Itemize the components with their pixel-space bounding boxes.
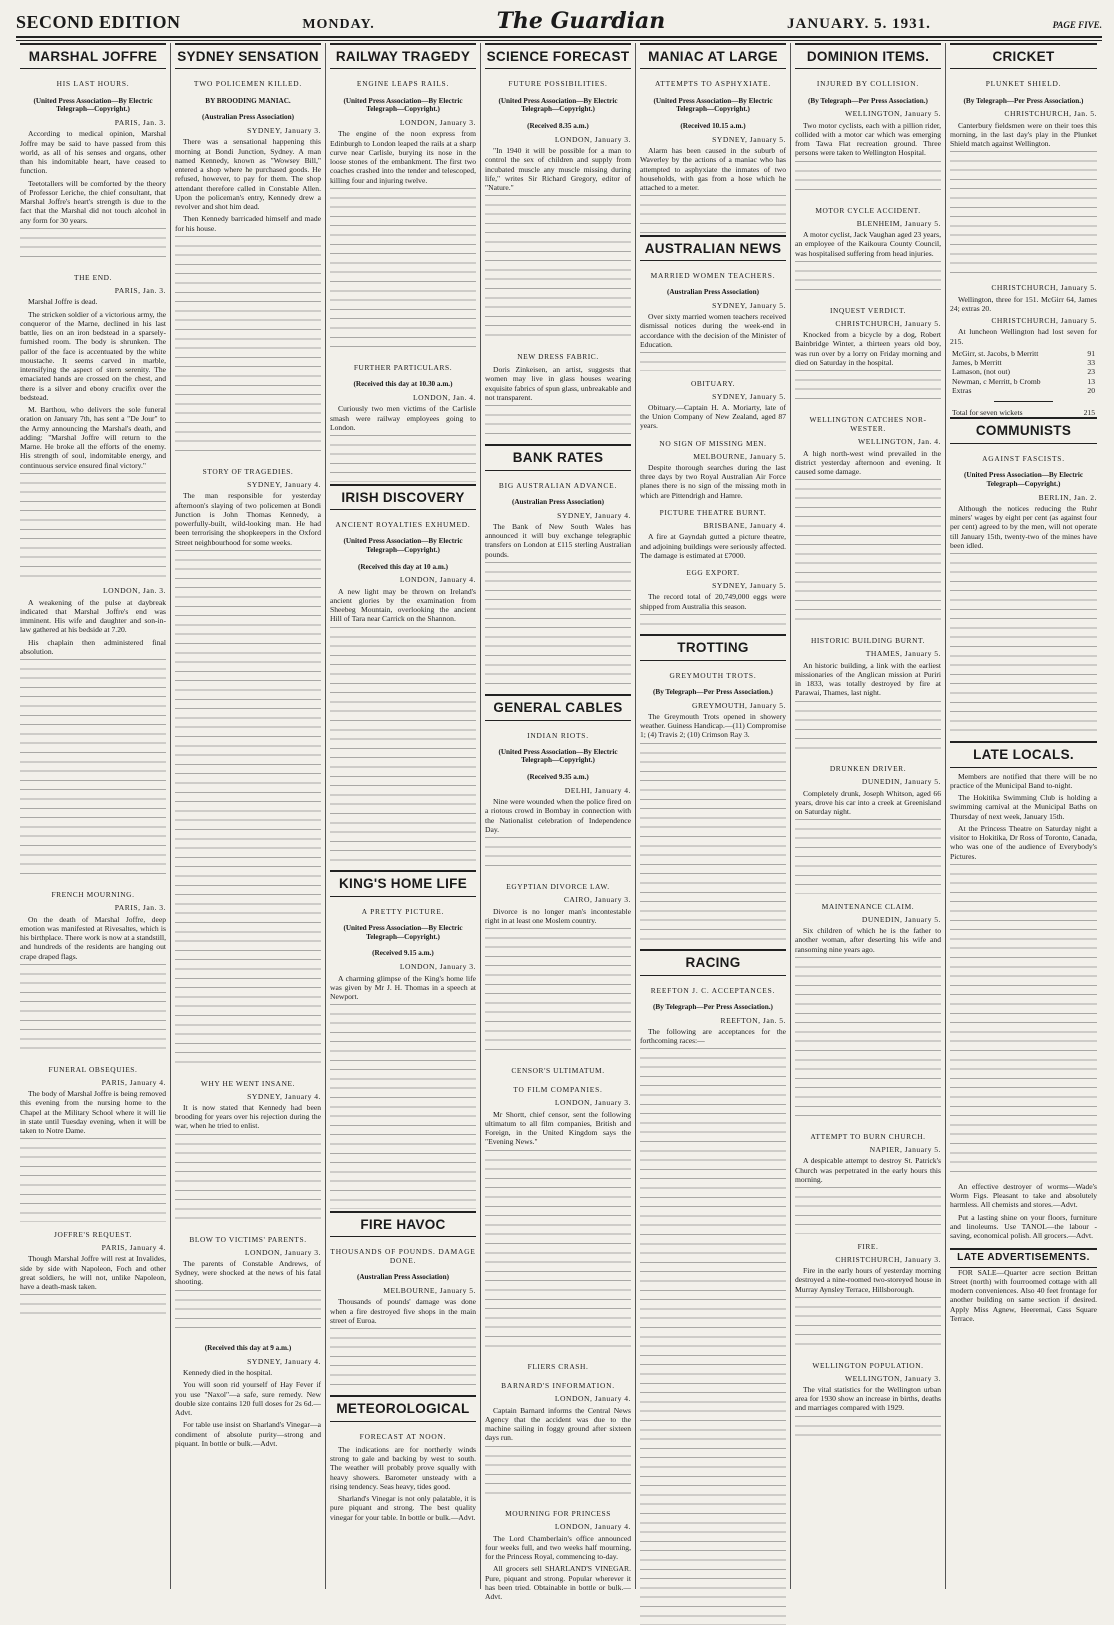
article-paragraph: The stricken soldier of a victorious army, the conqueror of the Marne, declined in his last battle, lies on an iron bedstead in a sparsely-furnished room. The body is shrunken. The pallor of the face is accentuated by the white moustache. It seems carved in marble, intensifying the aspect of stern serenity. The emaciated hands are crossed on the chest, and there is a silver and ebony crucifix over the bedstead. — [20, 309, 166, 402]
article-paragraph: The engine of the noon express from Edinburgh to London leaped the rails at a sharp curve near Carlisle, burying its nose in the loose stones of the embankment. The first two coaches crashed into the tender and telescoped, killing four and injuring twelve. — [330, 129, 476, 185]
article-body-text-lines — [795, 161, 941, 198]
dateline: LONDON, January 3. — [244, 1247, 321, 1257]
article-paragraph: Then Kennedy barricaded himself and made for his house. — [175, 214, 321, 233]
article-body-text-lines — [485, 1150, 631, 1355]
article-paragraph: It is now stated that Kennedy had been brooding for years over his rejection during the war, when he tried to enlist. — [175, 1102, 321, 1131]
article-paragraph: Mr Shortt, chief censor, sent the following ultimatum to all film companies, British and Foreign, in the United Kingdom says the "Evening News." — [485, 1109, 631, 1147]
article-body-text-lines — [20, 964, 166, 1057]
news-credit: (By Telegraph—Per Press Association.) — [653, 1002, 773, 1011]
article-headline: TROTTING — [640, 634, 786, 660]
article-paragraph: Marshal Joffre is dead. — [28, 297, 98, 307]
article-body-text-lines — [175, 1290, 321, 1337]
article-headline: LATE LOCALS. — [950, 741, 1097, 767]
section-subhead: MOURNING FOR PRINCESS — [505, 1509, 611, 1519]
dateline: CHRISTCHURCH, Jan. 5. — [1004, 109, 1097, 119]
dateline: SYDNEY, January 5. — [712, 300, 786, 310]
article-paragraph: Wellington, three for 151. McGirr 64, James 24; extras 20. — [950, 294, 1097, 313]
news-credit: (United Press Association—By Electric Telegraph—Copyright.) — [343, 96, 463, 114]
news-source: (Received 9.35 a.m.) — [527, 773, 589, 782]
article-paragraph: Canterbury fieldsmen were on their toes this morning, in the last day's play in the Plunket Shield match against Wellington. — [950, 120, 1097, 149]
section-subhead: JOFFRE'S REQUEST. — [54, 1230, 132, 1240]
news-source: (Received this day at 9 a.m.) — [204, 1344, 292, 1353]
batsman-name: Lamason, (not out) — [952, 367, 1010, 377]
article-body-text-lines — [795, 261, 941, 298]
dateline: CAIRO, January 3. — [563, 895, 631, 905]
dateline: SYDNEY, January 3. — [247, 126, 321, 136]
article-subhead: PLUNKET SHIELD. — [985, 79, 1062, 89]
dateline: DUNEDIN, January 5. — [861, 777, 941, 787]
article-paragraph: A high north-west wind prevailed in the district yesterday afternoon and evening. It caused some damage. — [795, 448, 941, 477]
article-paragraph: Kennedy died in the hospital. — [183, 1368, 273, 1378]
dateline: PARIS, January 4. — [101, 1243, 166, 1253]
score-row — [950, 386, 1097, 395]
article-paragraph: Fire in the early hours of yesterday morning destroyed a nine-roomed two-storeyed house in Murray Aynsley Terrace, Hillsborough. — [795, 1266, 941, 1294]
article-headline: CRICKET — [950, 43, 1097, 69]
news-credit: BY BROODING MANIAC. — [205, 96, 291, 105]
section-subhead: THE END. — [73, 273, 113, 282]
news-credit: (United Press Association—By Electric Telegraph—Copyright.) — [343, 537, 463, 554]
score-row — [950, 367, 1097, 376]
article-body-text-lines — [795, 819, 941, 893]
article-headline: METEOROLOGICAL — [330, 1395, 476, 1421]
section-subhead: BLOW TO VICTIMS' PARENTS. — [189, 1234, 307, 1244]
article-paragraph: The man responsible for yesterday afternoon's slaying of two policemen at Bondi Junction is John Thomas Kennedy, a powerfully-built, wild-looking man. He had been terrorising the shopkeepers in the Oxford Street neighbourhood for some weeks. — [175, 491, 321, 547]
article-subhead: ANCIENT ROYALTIES EXHUMED. — [335, 519, 471, 529]
article-paragraph: The following are acceptances for the forthcoming races:— — [640, 1026, 786, 1046]
article-body-text-lines — [795, 1187, 941, 1234]
columns — [16, 43, 1102, 1602]
column-6 — [791, 43, 946, 1589]
article-subhead: TWO POLICEMEN KILLED. — [193, 79, 303, 89]
news-source: (Received 10.15 a.m.) — [680, 122, 746, 131]
dateline: SYDNEY, January 4. — [247, 480, 321, 490]
article-paragraph: A weakening of the pulse at daybreak indicated that Marshal Joffre's end was imminent. His wife and daughter and son-in-law gathered at his bedside at 7.20. — [20, 597, 166, 635]
article-body-text-lines — [330, 627, 476, 869]
article-body-text-lines — [795, 1416, 941, 1444]
dateline: DUNEDIN, January 5. — [861, 914, 941, 924]
section-subhead: HISTORIC BUILDING BURNT. — [810, 636, 926, 646]
article-paragraph: M. Barthou, who delivers the sole funeral oration on January 7th, has sent a "De Jour" to the Army announcing the Marshal's death, and adding: "Marshal Joffre will return to the Marne. He broke all the efforts of the enemy. His strength of soul, indomitable energy, and continuous service ensured final victory." — [20, 405, 166, 470]
section-subhead: WELLINGTON POPULATION. — [812, 1360, 924, 1370]
article-paragraph: A new light may be thrown on Ireland's ancient glories by the examination from Sheebeg Mountain, overlooking the ancient Hill of Tara near Carrick on the Shannon. — [330, 586, 476, 624]
article-paragraph: The Greymouth Trots opened in showery weather. Guiness Handicap.—(11) Compromise 1; (4) Travis 2; (10) Crimson Ray 3. — [640, 711, 786, 740]
article-paragraph: Nine were wounded when the police fired on a riotous crowd in Bombay in connection with the Nationalist celebration of Independence Day. — [485, 797, 631, 834]
newspaper-title: The Guardian — [496, 8, 666, 34]
dateline: GREYMOUTH, January 5. — [691, 700, 786, 710]
article-paragraph: The vital statistics for the Wellington urban area for 1930 show an increase in births, deaths and marriages compared with 1929. — [795, 1384, 941, 1413]
dateline: LONDON, Jan. 3. — [103, 586, 166, 596]
article-headline: FIRE HAVOC — [330, 1211, 476, 1237]
article-headline: DOMINION ITEMS. — [795, 43, 941, 69]
article-paragraph: On the death of Marshal Joffre, deep emotion was manifested at Rivesaltes, which is his birthplace. There work is now at a standstill, and hundreds of the residents are hanging out crape draped flags. — [20, 914, 166, 961]
article-paragraph: Curiously two men victims of the Carlisle smash were railway employees going to London. — [330, 404, 476, 432]
article-paragraph: Members are notified that there will be no practice of the Municipal Band to-night. — [950, 771, 1097, 790]
dateline: CHRISTCHURCH, January 5. — [991, 316, 1097, 326]
dateline: PARIS, Jan. 3. — [114, 903, 166, 913]
article-subhead: AGAINST FASCISTS. — [982, 453, 1065, 463]
total-label: Total for seven wickets — [952, 408, 1023, 418]
dateline: BRISBANE, January 4. — [703, 521, 786, 530]
article-body-text-lines — [485, 1446, 631, 1502]
score-row — [950, 377, 1097, 386]
section-subhead: DRUNKEN DRIVER. — [829, 764, 907, 774]
news-source: (Received 9.15 a.m.) — [372, 949, 434, 958]
dateline: PARIS, Jan. 3. — [114, 286, 166, 296]
article-headline: SCIENCE FORECAST — [485, 43, 631, 69]
article-headline: MARSHAL JOFFRE — [20, 43, 166, 69]
article-headline: RACING — [640, 949, 786, 975]
dateline: PARIS, Jan. 3. — [114, 118, 166, 128]
dateline: WELLINGTON, January 5. — [844, 109, 941, 119]
section-subhead: FRENCH MOURNING. — [51, 890, 135, 900]
article-body-text-lines — [485, 195, 631, 344]
article-paragraph: Completely drunk, Joseph Whitson, aged 66 years, drove his car into a creek at Greenisland on Saturday night. — [795, 788, 941, 817]
section-subhead: NEW DRESS FABRIC. — [517, 352, 599, 362]
article-paragraph: Doris Zinkeisen, an artist, suggests that women may live in glass houses wearing exquisite fabrics of spun glass, unbreakable and not transparent. — [485, 365, 631, 402]
column-7 — [946, 43, 1101, 1589]
article-subhead: INJURED BY COLLISION. — [816, 79, 920, 89]
dateline: BERLIN, Jan. 2. — [1038, 492, 1097, 502]
dateline: LONDON, January 3. — [399, 962, 476, 972]
section-subhead: WELLINGTON CATCHES NOR-WESTER. — [809, 415, 927, 434]
column-3 — [326, 43, 481, 1589]
news-source: (Received this day at 10.30 a.m.) — [353, 380, 453, 389]
article-paragraph: Knocked from a bicycle by a dog, Robert Bainbridge Winter, a thirteen years old boy, was run over by a lorry on Friday morning and died on Saturday in the hospital. — [795, 330, 941, 367]
article-body-text-lines — [330, 1004, 476, 1209]
batsman-runs: 23 — [1087, 367, 1095, 377]
score-row — [950, 358, 1097, 367]
article-subhead: FUTURE POSSIBILITIES. — [508, 79, 608, 89]
score-total — [950, 408, 1097, 417]
article-paragraph: Alarm has been caused in the suburb of Waverley by the actions of a maniac who has attempted to asphyxiate the inmates of two households, with gas from a hose which he attached to a meter. — [640, 146, 786, 193]
dateline: CHRISTCHURCH, January 3. — [835, 1254, 941, 1264]
article-subhead: INDIAN RIOTS. — [527, 730, 589, 740]
batsman-name: Newman, c Merritt, b Cromb — [952, 376, 1041, 386]
day-label: MONDAY. — [302, 17, 375, 32]
article-paragraph: The Lord Chamberlain's office announced four weeks full, and two weeks half mourning, for the Princess Royal, commencing to-day. — [485, 1533, 631, 1562]
article-paragraph: Teetotallers will be comforted by the theory of Professor Leriche, the chief consultant, that Marshal Joffre's heart's strength is due to the fact that the Marshal did not touch alcohol in any form for 30 years. — [20, 178, 166, 225]
article-body-text-lines — [640, 743, 786, 948]
section-subhead: MOTOR CYCLE ACCIDENT. — [815, 205, 921, 215]
dateline: LONDON, January 4. — [554, 1394, 631, 1404]
article-paragraph: A motor cyclist, Jack Vaughan aged 23 years, an employee of the Kaikoura County Council, was hospitalised suffering from head injuries. — [795, 230, 941, 258]
article-paragraph: Over sixty married women teachers received dismissal notices during the week-end in accordance with the decision of the Minister of Education. — [640, 312, 786, 349]
section-subhead: MAINTENANCE CLAIM. — [821, 901, 915, 911]
section-subhead: FUNERAL OBSEQUIES. — [48, 1064, 138, 1074]
article-body-text-lines — [950, 151, 1097, 281]
dateline: SYDNEY, January 4. — [247, 1356, 321, 1366]
article-body-text-lines — [640, 1048, 786, 1625]
article-paragraph: His chaplain then administered final absolution. — [20, 637, 166, 656]
article-paragraph: Sharland's Vinegar is not only palatable, it is pure piquant and strong. The best quality vinegar for your table. In bottle or bulk.—Advt. — [330, 1494, 476, 1522]
article-body-text-lines — [485, 928, 631, 1058]
article-paragraph: Put a lasting shine on your floors, furniture and linoleums. Use TANOL—the labour - saving, economical polish. All grocers.—Advt. — [950, 1212, 1097, 1241]
news-credit: (By Telegraph—Per Press Association.) — [808, 96, 928, 105]
dateline: THAMES, January 5. — [865, 649, 941, 659]
dateline: BLENHEIM, January 5. — [856, 218, 941, 228]
masthead-rule — [16, 36, 1102, 38]
news-credit: (United Press Association—By Electric Telegraph—Copyright.) — [343, 923, 463, 941]
total-runs: 215 — [1083, 408, 1095, 418]
article-headline: MANIAC AT LARGE — [640, 43, 786, 69]
dateline: REEFTON, Jan. 5. — [720, 1015, 786, 1025]
dateline: PARIS, January 4. — [101, 1077, 166, 1087]
section-subhead: NO SIGN OF MISSING MEN. — [659, 438, 767, 448]
article-paragraph: Two motor cyclists, each with a pillion rider, collided with a motor car which was emerging from Tawa Flat recreation ground. Three persons were taken to Wellington Hospital. — [795, 120, 941, 158]
article-subhead: TO FILM COMPANIES. — [513, 1085, 603, 1095]
column-1 — [16, 43, 171, 1589]
article-body-text-lines — [795, 701, 941, 757]
article-body-text-lines — [640, 352, 786, 371]
article-subhead: A PRETTY PICTURE. — [361, 906, 445, 916]
dateline: SYDNEY, January 4. — [557, 510, 631, 520]
article-paragraph: An historic building, a link with the earliest missionaries of the Anglican mission at Puriri in 1833, was totally destroyed by fire at Parawai, Thames, last night. — [795, 660, 941, 698]
article-body-text-lines — [20, 228, 166, 265]
article-paragraph: Obituary.—Captain H. A. Moriarty, late of the Union Company of New Zealand, aged 87 years. — [640, 402, 786, 431]
news-source: (Australian Press Association) — [201, 113, 295, 122]
article-paragraph: For table use insist on Sharland's Vinegar—a condiment of absolute purity—strong and piquant. In bottle or bulk.—Advt. — [175, 1420, 321, 1448]
page-number: PAGE FIVE. — [1052, 20, 1102, 30]
dateline: SYDNEY, January 5. — [712, 391, 786, 401]
article-body-text-lines — [175, 236, 321, 459]
section-subhead: WHY HE WENT INSANE. — [200, 1078, 296, 1088]
news-source: (Australian Press Association) — [666, 288, 760, 297]
article-subhead: FORECAST AT NOON. — [359, 1431, 447, 1441]
batsman-name: Extras — [952, 385, 972, 395]
dateline: SYDNEY, January 5. — [712, 581, 786, 591]
article-paragraph: The Hokitika Swimming Club is holding a swimming carnival at the Municipal Baths on Thursday of next week, January 15th. — [950, 793, 1097, 821]
article-paragraph: All grocers sell SHARLAND'S VINEGAR. Pure, piquant and strong. Popular wherever it has been tried. Obtainable in bottle or bulk.—Advt. — [485, 1564, 631, 1602]
article-paragraph: A charming glimpse of the King's home life was given by Mr J. H. Thomas in a speech at Newport. — [330, 973, 476, 1001]
article-body-text-lines — [640, 614, 786, 633]
dateline: SYDNEY, January 5. — [712, 134, 786, 144]
article-paragraph: There was a sensational happening this morning at Bondi Junction, Sydney. A man named Kennedy, known as "Wowsey Bill," entered a shop where he purchased goods. He refused, however, to pay for them. The shop attendant therefore called in Constable Allen. Upon the policeman's entry, Kennedy drew a revolver and shot him dead. — [175, 137, 321, 212]
article-headline: SYDNEY SENSATION — [175, 43, 321, 69]
article-paragraph: The parents of Constable Andrews, of Sydney, were shocked at the news of his fatal shooting. — [175, 1258, 321, 1287]
article-body-text-lines — [175, 550, 321, 1071]
column-5 — [636, 43, 791, 1589]
article-paragraph: The body of Marshal Joffre is being removed this evening from the nursing home to the Chapel at the Military School where it will lie in state until Tuesday evening, when it will be taken to Notre Dame. — [20, 1089, 166, 1136]
score-row — [950, 349, 1097, 358]
article-headline: IRISH DISCOVERY — [330, 484, 476, 510]
news-source: (Australian Press Association) — [511, 497, 605, 506]
section-subhead: EGYPTIAN DIVORCE LAW. — [506, 882, 610, 892]
article-subhead: REEFTON J. C. ACCEPTANCES. — [650, 985, 776, 995]
dateline: NAPIER, January 5. — [869, 1145, 941, 1155]
dateline: LONDON, January 3. — [399, 118, 476, 128]
article-body-text-lines — [795, 1297, 941, 1353]
batsman-name: McGirr, st. Jacobs, b Merritt — [952, 348, 1039, 358]
article-body-text-lines — [20, 1138, 166, 1222]
batsman-runs: 33 — [1087, 358, 1095, 368]
news-credit: (United Press Association—By Electric Telegraph—Copyright.) — [963, 470, 1084, 488]
article-headline: GENERAL CABLES — [485, 694, 631, 720]
section-subhead: FURTHER PARTICULARS. — [353, 363, 453, 373]
dateline: LONDON, January 3. — [554, 1098, 631, 1108]
article-paragraph: The Bank of New South Wales has announced it will buy exchange telegraphic transfers on London at £115 sterling Australian pounds. — [485, 521, 631, 559]
article-body-text-lines — [330, 188, 476, 355]
section-subhead: ATTEMPT TO BURN CHURCH. — [810, 1132, 926, 1142]
article-paragraph: A fire at Gayndah gutted a picture theatre, and adjoining buildings were seriously affected. The damage is estimated at £7000. — [640, 532, 786, 560]
section-subhead: EGG EXPORT. — [686, 568, 740, 577]
article-body-text-lines — [330, 1328, 476, 1393]
section-subhead: CENSOR'S ULTIMATUM. — [511, 1066, 605, 1076]
article-body-text-lines — [640, 195, 786, 232]
batsman-runs: 91 — [1087, 348, 1095, 358]
news-credit: (By Telegraph—Per Press Association.) — [653, 687, 773, 696]
article-subhead: BIG AUSTRALIAN ADVANCE. — [498, 480, 618, 490]
news-credit: (United Press Association—By Electric Telegraph—Copyright.) — [33, 96, 153, 114]
dateline: CHRISTCHURCH, January 5. — [835, 318, 941, 328]
article-headline: AUSTRALIAN NEWS — [640, 235, 786, 261]
article-headline: KING'S HOME LIFE — [330, 870, 476, 896]
article-headline: RAILWAY TRAGEDY — [330, 43, 476, 69]
news-credit: (By Telegraph—Per Press Association.) — [963, 96, 1084, 105]
news-credit: (United Press Association—By Electric Telegraph—Copyright.) — [498, 747, 618, 765]
dateline: WELLINGTON, Jan. 4. — [858, 437, 941, 447]
article-headline: BANK RATES — [485, 444, 631, 470]
column-2 — [171, 43, 326, 1589]
dateline: LONDON, January 3. — [554, 134, 631, 144]
article-body-text-lines — [485, 405, 631, 442]
section-subhead: FLIERS CRASH. — [527, 1362, 589, 1372]
news-credit: (United Press Association—By Electric Telegraph—Copyright.) — [498, 96, 618, 114]
news-source: (Received this day at 10 a.m.) — [357, 562, 449, 571]
news-source: (Australian Press Association) — [356, 1273, 450, 1282]
date-label: JANUARY. 5. 1931. — [786, 16, 931, 32]
dateline: CHRISTCHURCH, January 5. — [991, 283, 1097, 293]
masthead — [16, 8, 1102, 32]
article-paragraph: The record total of 20,749,000 eggs were shipped from Australia this season. — [640, 592, 786, 611]
article-paragraph: Despite thorough searches during the last three days by two Royal Australian Air Force planes there is no sign of the missing moth in which are Pittendrigh and Hamre. — [640, 462, 786, 500]
section-subhead: STORY OF TRAGEDIES. — [202, 467, 294, 476]
article-subhead: HIS LAST HOURS. — [56, 79, 130, 89]
article-body-text-lines — [485, 837, 631, 874]
article-paragraph: Captain Barnard informs the Central News Agency that the accident was due to the machine sailing in foggy ground after sixteen days run. — [485, 1405, 631, 1443]
article-body-text-lines — [20, 473, 166, 585]
section-subhead: OBITUARY. — [690, 378, 736, 388]
section-subhead: INQUEST VERDICT. — [829, 305, 907, 315]
dateline: DELHI, January 4. — [564, 785, 631, 795]
dateline: WELLINGTON, January 3. — [844, 1373, 941, 1383]
batsman-runs: 20 — [1087, 385, 1095, 395]
article-paragraph: FOR SALE—Quarter acre section Brittan Street (north) with fourroomed cottage with all modern conveniences. Also 40 feet frontage for another building on same section if desired. Apply Miss Agnew, Heeremai, Cass Square Terrace. — [950, 1267, 1097, 1323]
article-subhead: MARRIED WOMEN TEACHERS. — [650, 271, 776, 280]
dateline: MELBOURNE, January 5. — [383, 1286, 476, 1296]
article-subhead: BARNARD'S INFORMATION. — [501, 1381, 615, 1391]
article-body-text-lines — [20, 659, 166, 882]
edition-label: SECOND EDITION — [16, 12, 181, 32]
article-subhead: THOUSANDS OF POUNDS. DAMAGE DONE. — [330, 1247, 476, 1266]
article-paragraph: At luncheon Wellington had lost seven for 215. — [950, 327, 1097, 346]
article-headline: COMMUNISTS — [950, 417, 1097, 443]
batsman-name: James, b Merritt — [952, 358, 1002, 368]
dateline: MELBOURNE, January 5. — [693, 451, 786, 461]
article-body-text-lines — [175, 1134, 321, 1227]
article-paragraph: Six children of which he is the father to another woman, after deserting his wife and ransoming nine years ago. — [795, 926, 941, 954]
article-paragraph: You will soon rid yourself of Hay Fever if you use "Naxol"—a safe, sure remedy. New double size contains 120 full doses for 2s 6d.—Advt. — [175, 1380, 321, 1418]
dateline: LONDON, January 4. — [399, 575, 476, 585]
dateline: LONDON, January 4. — [554, 1522, 631, 1532]
article-paragraph: The indications are for northerly winds strong to gale and backing by west to south. The weather will probably prove squally with heavy showers. Barometer unsteady with a rising tendency. Seas heavy, tides good. — [330, 1444, 476, 1491]
news-source: (Received 8.35 a.m.) — [527, 122, 589, 131]
article-paragraph: A despicable attempt to destroy St. Patrick's Church was perpetrated in the early hours this morning. — [795, 1156, 941, 1184]
article-body-text-lines — [795, 370, 941, 407]
advertisements-header: LATE ADVERTISEMENTS. — [950, 1248, 1097, 1267]
article-body-text-lines — [795, 479, 941, 628]
section-subhead: FIRE. — [857, 1241, 879, 1251]
column-4 — [481, 43, 636, 1602]
article-subhead: ATTEMPTS TO ASPHYXIATE. — [654, 79, 772, 89]
article-paragraph: Thousands of pounds' damage was done when a fire destroyed five shops in the main street of Euroa. — [330, 1297, 476, 1325]
dateline: LONDON, Jan. 4. — [413, 393, 476, 403]
article-body-text-lines — [485, 562, 631, 692]
masthead-rule-thin — [16, 40, 1102, 41]
batsman-runs: 13 — [1087, 376, 1095, 386]
score-divider — [994, 401, 1053, 402]
article-paragraph: Though Marshal Joffre will rest at Invalides, side by side with Napoleon, Foch and other great soldiers, he will not, unlike Napoleon, have a death-mask taken. — [20, 1254, 166, 1292]
article-body-text-lines — [950, 553, 1097, 739]
article-paragraph: According to medical opinion, Marshal Joffre may be said to have passed from this world, as all of his senses and organs, other than his indomitable heart, have ceased to function. — [20, 129, 166, 176]
article-body-text-lines — [795, 957, 941, 1124]
article-paragraph: "In 1940 it will be possible for a man to control the sex of children and supply from incubated muscle any muscle missing during life," writes Sir Richard Gregory, editor of "Nature." — [485, 146, 631, 193]
article-body-text-lines — [950, 864, 1097, 1180]
article-paragraph: Divorce is no longer man's incontestable right in at least one Moslem country. — [485, 906, 631, 925]
article-paragraph: At the Princess Theatre on Saturday night a visitor to Hokitika, Dr Ross of Toronto, Canada, who was one of the audience of Everybody's Pictures. — [950, 823, 1097, 861]
article-paragraph: An effective destroyer of worms—Wade's Worm Figs. Pleasant to take and absolutely harmless. All chemists and stores.—Advt. — [950, 1181, 1097, 1210]
section-subhead: PICTURE THEATRE BURNT. — [659, 507, 767, 517]
article-subhead: GREYMOUTH TROTS. — [669, 670, 757, 680]
article-subhead: ENGINE LEAPS RAILS. — [356, 79, 450, 89]
article-body-text-lines — [330, 435, 476, 482]
news-credit: (United Press Association—By Electric Telegraph—Copyright.) — [653, 96, 773, 114]
article-body-text-lines — [20, 1294, 166, 1322]
dateline: SYDNEY, January 4. — [247, 1091, 321, 1101]
article-paragraph: Although the notices reducing the Ruhr miners' wages by eight per cent (as against four per cent) agreed to by the men, will not operate till January 15th, twenty-two of the mines have been idled. — [950, 503, 1097, 550]
